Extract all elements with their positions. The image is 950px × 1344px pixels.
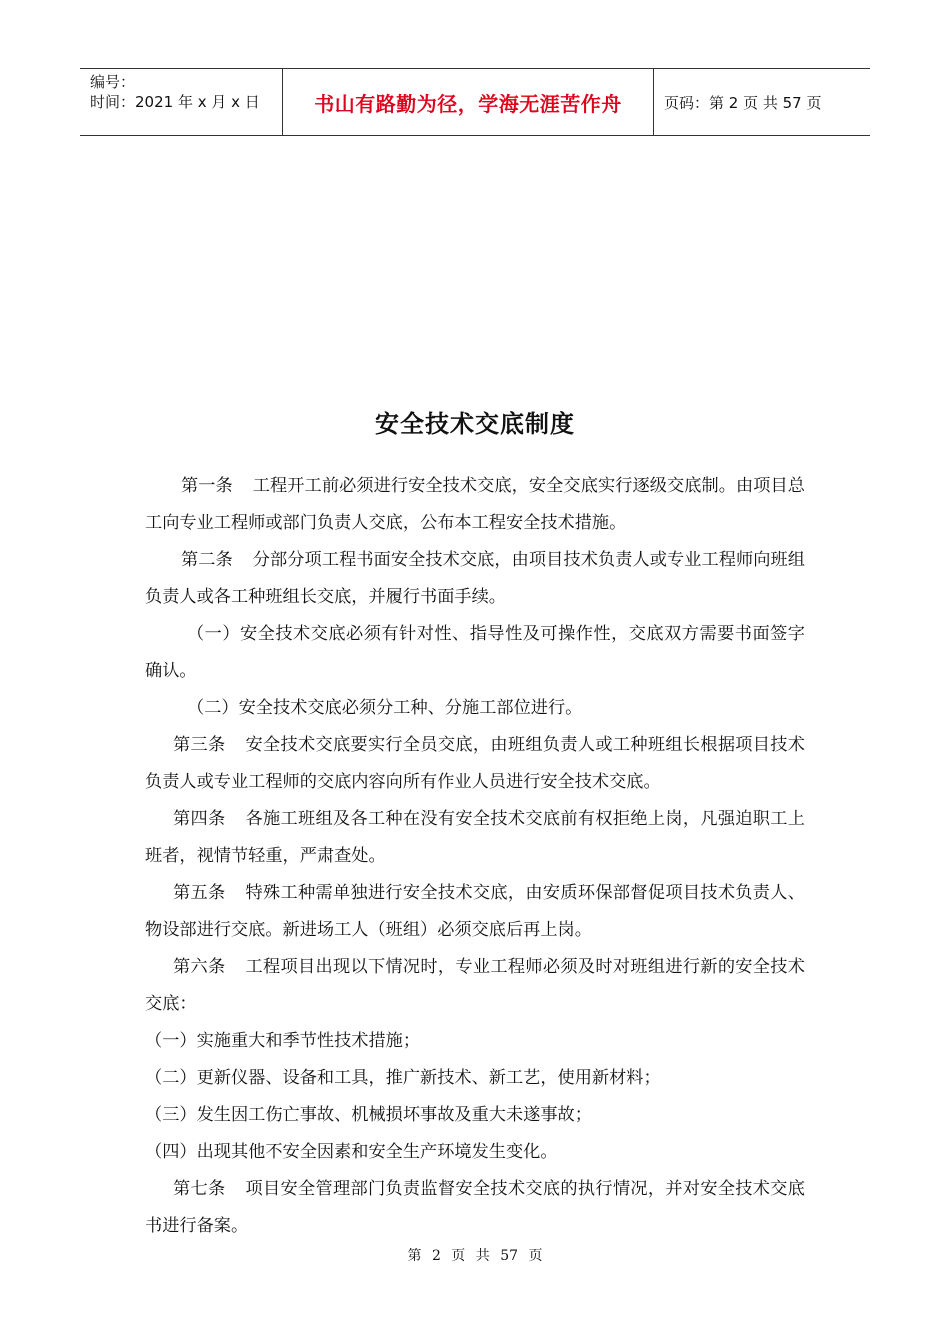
article-6-item-4: [145, 1134, 805, 1171]
item-text: （一）实施重大和季节性技术措施；: [145, 1031, 421, 1051]
article-6: [145, 949, 805, 1023]
article-text: 各施工班组及各工种在没有安全技术交底前有权拒绝上岗，凡强迫职工上班者，视情节轻重，严肃查处。: [145, 809, 805, 866]
article-text: 特殊工种需单独进行安全技术交底，由安质环保部督促项目技术负责人、物设部进行交底。新进场工人（班组）必须交底后再上岗。: [145, 883, 805, 940]
article-label: 第二条: [181, 550, 233, 570]
header-meta: [80, 69, 282, 135]
article-text: 工程开工前必须进行安全技术交底，安全交底实行逐级交底制。由项目总工向专业工程师或部门负责人交底，公布本工程安全技术措施。: [145, 476, 805, 533]
document-body: [145, 468, 805, 1245]
article-2-item-2: [145, 690, 805, 727]
article-3: [145, 727, 805, 801]
article-6-item-3: [145, 1097, 805, 1134]
article-text: 工程项目出现以下情况时，专业工程师必须及时对班组进行新的安全技术交底：: [145, 957, 805, 1014]
article-6-item-1: [145, 1023, 805, 1060]
item-text: （四）出现其他不安全因素和安全生产环境发生变化。: [145, 1142, 558, 1162]
article-label: 第七条: [173, 1179, 226, 1199]
document-time: 时间：2021 年 x 月 x 日: [90, 93, 260, 111]
article-text: 项目安全管理部门负责监督安全技术交底的执行情况，并对安全技术交底书进行备案。: [145, 1179, 805, 1236]
item-text: （二）更新仪器、设备和工具，推广新技术、新工艺，使用新材料；: [145, 1068, 661, 1088]
header-page-info: 页码：第 2 页 共 57 页: [664, 93, 822, 112]
article-label: 第五条: [173, 883, 226, 903]
article-2: [145, 542, 805, 616]
item-text: （一）安全技术交底必须有针对性、指导性及可操作性，交底双方需要书面签字确认。: [145, 624, 805, 681]
item-text: （二）安全技术交底必须分工种、分施工部位进行。: [187, 698, 583, 718]
article-label: 第一条: [181, 476, 233, 496]
article-text: 安全技术交底要实行全员交底，由班组负责人或工种班组长根据项目技术负责人或专业工程师的交底内容向所有作业人员进行安全技术交底。: [145, 735, 805, 792]
article-5: [145, 875, 805, 949]
item-text: （三）发生因工伤亡事故、机械损坏事故及重大未遂事故；: [145, 1105, 592, 1125]
document-title: 安全技术交底制度: [375, 410, 575, 438]
page-footer: 第 2 页 共 57 页: [407, 1248, 543, 1264]
page-header: [80, 68, 870, 136]
article-4: [145, 801, 805, 875]
article-7: [145, 1171, 805, 1245]
article-2-item-1: [145, 616, 805, 690]
article-label: 第六条: [173, 957, 226, 977]
article-label: 第四条: [173, 809, 226, 829]
article-1: [145, 468, 805, 542]
article-6-item-2: [145, 1060, 805, 1097]
document-number-label: 编号：: [90, 73, 136, 91]
article-label: 第三条: [173, 735, 226, 755]
header-motto: 书山有路勤为径，学海无涯苦作舟: [282, 69, 654, 135]
article-text: 分部分项工程书面安全技术交底，由项目技术负责人或专业工程师向班组负责人或各工种班组长交底，并履行书面手续。: [145, 550, 805, 607]
